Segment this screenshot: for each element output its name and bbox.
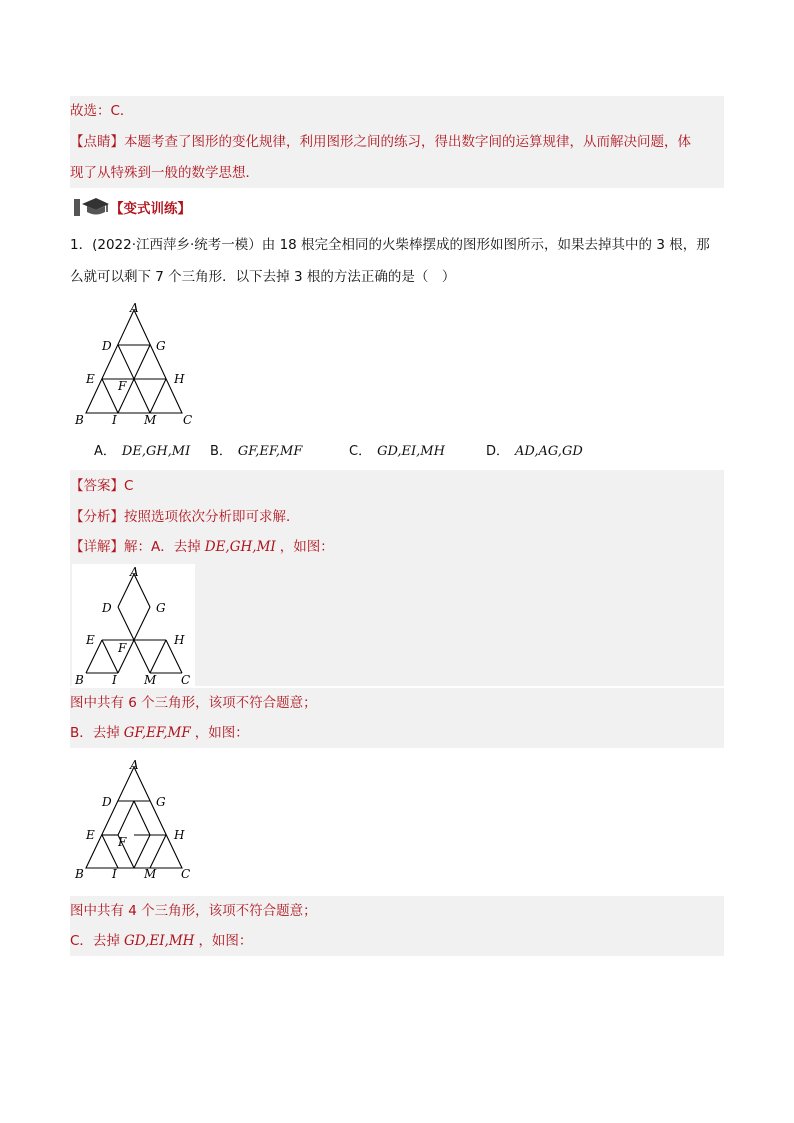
fig-b-label-A: A — [130, 758, 139, 772]
answer-value: C — [124, 478, 134, 494]
fig-a-label-E: E — [86, 633, 95, 647]
fig-b-label-F: F — [118, 835, 127, 849]
fig-a-label-D: D — [102, 601, 112, 615]
graduation-cap-icon — [72, 196, 110, 218]
answer-tag: 【答案】 — [70, 478, 124, 494]
fig-a-label-B: B — [75, 673, 84, 686]
analysis-line — [70, 502, 724, 532]
fig-a-label-M: M — [144, 673, 157, 686]
label-B: B — [75, 413, 84, 427]
label-A: A — [130, 301, 139, 315]
fig-b-label-C: C — [181, 867, 191, 881]
analysis-text: 按照选项依次分析即可求解． — [124, 509, 300, 525]
detail-c-line — [70, 926, 724, 956]
section-heading — [110, 199, 191, 219]
result-a-line — [70, 688, 724, 718]
fig-b-label-M: M — [144, 867, 157, 881]
detail-b-suffix: ，如图： — [194, 725, 249, 741]
label-E: E — [86, 372, 95, 386]
figure-option-a — [72, 564, 195, 690]
result-a-text: 图中共有 6 个三角形，该项不符合题意； — [70, 695, 317, 711]
fig-a-label-H: H — [174, 633, 185, 647]
answer-line — [70, 470, 724, 502]
detail-a-intro: 解：A．去掉 — [124, 539, 201, 555]
detail-c-intro: C．去掉 — [70, 933, 120, 949]
fig-b-label-H: H — [174, 828, 185, 842]
fig-b-label-G: G — [156, 795, 166, 809]
fig-a-label-F: F — [118, 641, 127, 655]
detail-a-line — [70, 532, 724, 562]
fig-a-label-G: G — [156, 601, 166, 615]
conclusion-line — [70, 96, 724, 126]
detail-b-intro: B．去掉 — [70, 725, 120, 741]
note-tag: 【点睛】 — [70, 134, 124, 150]
question-figure — [72, 300, 200, 432]
question-line-2: 么就可以剩下 7 个三角形．以下去掉 3 根的方法正确的是（ ） — [70, 269, 456, 285]
detail-c-suffix: ，如图： — [198, 933, 253, 949]
detail-a-suffix: ，如图： — [279, 539, 334, 555]
figure-option-b — [72, 757, 196, 885]
detail-b-segments: GF,EF,MF — [123, 725, 191, 741]
fig-b-label-B: B — [75, 867, 84, 881]
fig-b-label-E: E — [86, 828, 95, 842]
label-G: G — [156, 339, 166, 353]
option-d[interactable]: D． AD,AG,GD — [486, 444, 583, 459]
result-b-line — [70, 896, 724, 926]
label-F: F — [118, 379, 127, 393]
label-C: C — [183, 413, 193, 427]
label-H: H — [174, 372, 185, 386]
fig-a-label-C: C — [181, 673, 191, 686]
fig-b-label-I: I — [112, 867, 117, 881]
note-line-1 — [70, 126, 724, 158]
detail-a-segments: DE,GH,MI — [204, 539, 276, 555]
option-b[interactable]: B． GF,EF,MF — [210, 444, 303, 459]
detail-b-line — [70, 718, 724, 748]
fig-b-label-D: D — [102, 795, 112, 809]
detail-tag: 【详解】 — [70, 539, 124, 555]
fig-a-label-I: I — [112, 673, 117, 686]
result-b-text: 图中共有 4 个三角形，该项不符合题意； — [70, 903, 317, 919]
question-line-1: 1．(2022·江西萍乡·统考一模）由 18 根完全相同的火柴棒摆成的图形如图所示，如果去掉其中的 3 根，那 — [70, 237, 710, 253]
note-text-2: 现了从特殊到一般的数学思想． — [70, 165, 259, 181]
section-heading-label: 【变式训练】 — [110, 201, 191, 217]
analysis-tag: 【分析】 — [70, 509, 124, 525]
conclusion-text: 故选：C． — [70, 103, 134, 119]
option-c[interactable]: C． GD,EI,MH — [349, 444, 445, 459]
label-D: D — [102, 339, 112, 353]
note-text-1: 本题考查了图形的变化规律，利用图形之间的练习，得出数字间的运算规律，从而解决问题，体 — [124, 134, 691, 150]
option-a[interactable]: A． DE,GH,MI — [94, 444, 191, 459]
label-M: M — [144, 413, 157, 427]
detail-c-segments: GD,EI,MH — [123, 933, 195, 949]
label-I: I — [112, 413, 117, 427]
fig-a-label-A: A — [130, 565, 139, 579]
note-line-2 — [70, 158, 724, 188]
